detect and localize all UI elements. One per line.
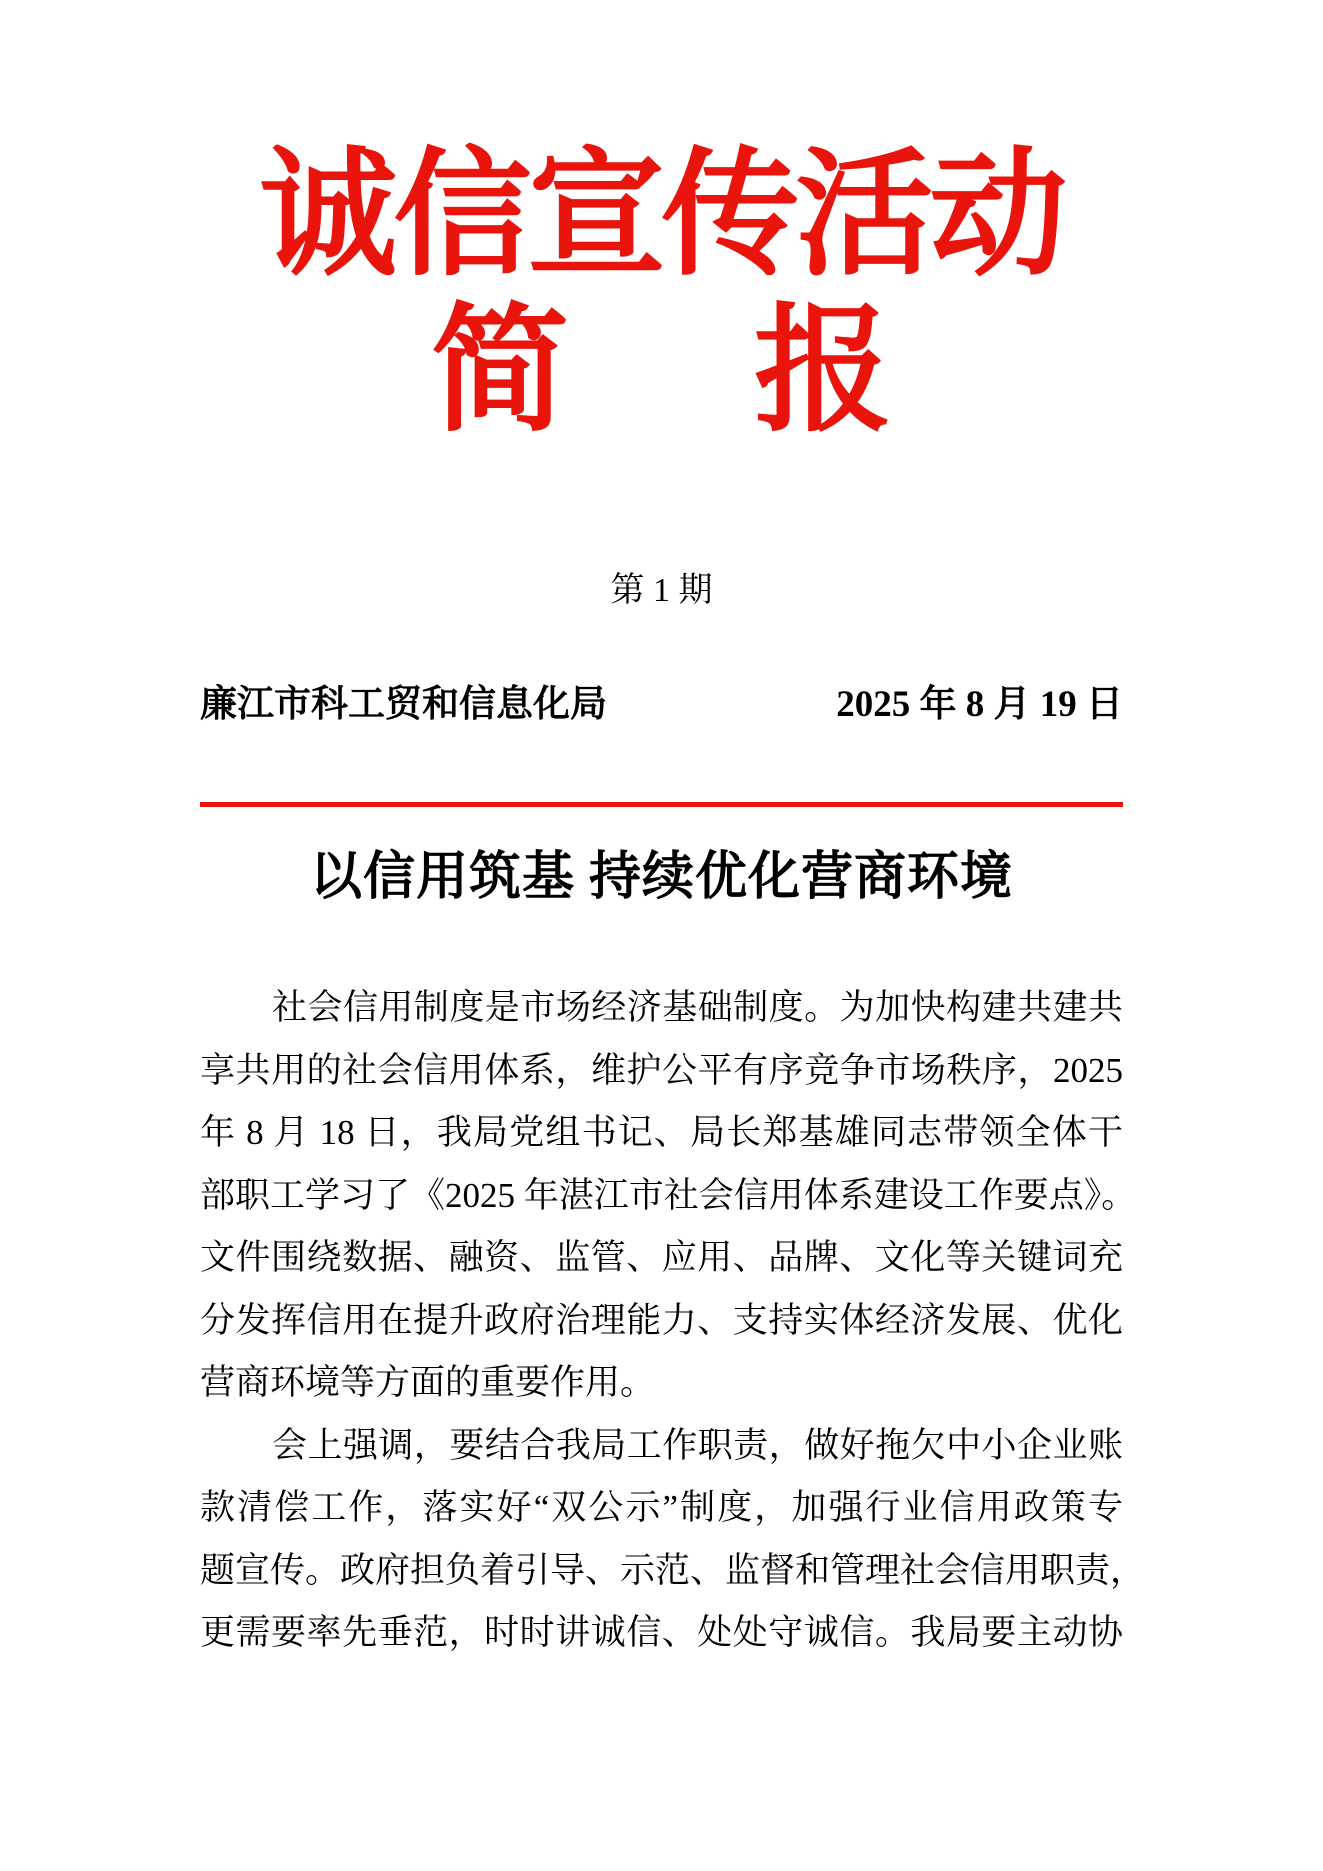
info-row (200, 681, 1123, 729)
body-line: 营商环境等方面的重要作用。 (200, 1363, 656, 1402)
body-line: 社会信用制度是市场经济基础制度。为加快构建共建共 (272, 988, 1123, 1027)
body-line: 年 8 月 18 日，我局党组书记、局长郑基雄同志带领全体干 (200, 1113, 1123, 1152)
masthead (0, 0, 1323, 451)
issue-number: 第 1 期 (610, 572, 713, 609)
masthead-title-line2 (0, 293, 1323, 451)
article-title: 以信用筑基 持续优化营商环境 (309, 849, 1013, 906)
issue-date: 2025 年 8 月 19 日 (836, 684, 1123, 725)
body-line: 会上强调，要结合我局工作职责，做好拖欠中小企业账 (272, 1425, 1123, 1465)
body-line: 题宣传。政府担负着引导、示范、监督和管理社会信用职责， (200, 1550, 1146, 1590)
red-divider (200, 802, 1123, 807)
masthead-title-line1: 诚信宣传活动 (259, 139, 1064, 292)
body-line: 更需要率先垂范，时时讲诚信、处处守诚信。我局要主动协 (200, 1613, 1123, 1652)
body-line: 款清偿工作，落实好“双公示”制度，加强行业信用政策专 (200, 1488, 1123, 1527)
body-line: 分发挥信用在提升政府治理能力、支持实体经济发展、优化 (200, 1300, 1123, 1340)
body-line: 享共用的社会信用体系，维护公平有序竞争市场秩序，2025 (200, 1050, 1123, 1090)
agency-name: 廉江市科工贸和信息化局 (200, 684, 607, 725)
body-line: 文件围绕数据、融资、监管、应用、品牌、文化等关键词充 (200, 1238, 1123, 1277)
body-line: 部职工学习了《2025 年湛江市社会信用体系建设工作要点》。 (200, 1175, 1137, 1215)
article-body (200, 977, 1146, 1665)
masthead-title-line2-char-left: 简 (430, 295, 569, 448)
masthead-title-line2-char-right: 报 (754, 295, 893, 448)
